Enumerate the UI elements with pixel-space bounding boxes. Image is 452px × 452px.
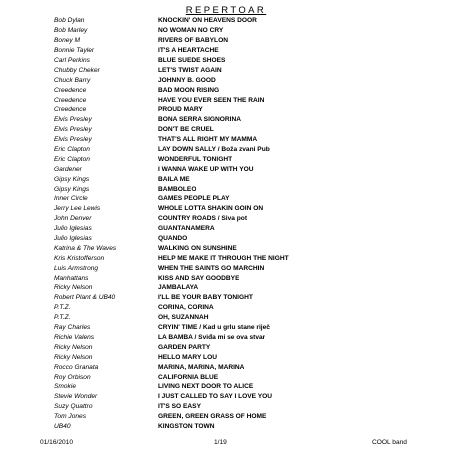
song-title: IT'S SO EASY xyxy=(158,403,201,411)
list-item xyxy=(0,382,452,392)
song-title: QUANDO xyxy=(158,235,188,243)
song-title: HELLO MARY LOU xyxy=(158,353,217,361)
artist-name: Kris Kristofferson xyxy=(54,254,105,262)
artist-name: Ray Charles xyxy=(54,324,91,332)
list-item xyxy=(0,273,452,283)
list-item xyxy=(0,105,452,115)
list-item xyxy=(0,164,452,174)
song-title: OH, SUZANNAH xyxy=(158,314,209,322)
song-title: BAD MOON RISING xyxy=(158,86,220,94)
song-title: I JUST CALLED TO SAY I LOVE YOU xyxy=(158,393,273,401)
artist-name: Rocco Granata xyxy=(54,363,99,371)
list-item xyxy=(0,224,452,234)
list-item xyxy=(0,75,452,85)
artist-name: Smokie xyxy=(54,383,76,391)
list-item xyxy=(0,352,452,362)
artist-name: Bonnie Tayler xyxy=(54,47,95,55)
artist-name: Julio Iglesias xyxy=(54,235,92,243)
song-title: I WANNA WAKE UP WITH YOU xyxy=(158,165,254,173)
list-item xyxy=(0,412,452,422)
song-title: LIVING NEXT DOOR TO ALICE xyxy=(158,383,254,391)
song-title: I'LL BE YOUR BABY TONIGHT xyxy=(158,294,253,302)
artist-name: UB40 xyxy=(54,422,71,430)
page-footer xyxy=(0,439,452,449)
song-title: GUANTANAMERA xyxy=(158,225,215,233)
artist-name: Eric Clapton xyxy=(54,146,90,154)
footer-band-name: COOL band xyxy=(372,439,407,446)
song-title: IT'S A HEARTACHE xyxy=(158,47,219,55)
song-title: JOHNNY B. GOOD xyxy=(158,76,216,84)
artist-name: Inner Circle xyxy=(54,195,88,203)
artist-name: Manhattans xyxy=(54,274,89,282)
list-item xyxy=(0,253,452,263)
song-title: BLUE SUEDE SHOES xyxy=(158,57,226,64)
list-item xyxy=(0,342,452,352)
list-item xyxy=(0,204,452,214)
list-item xyxy=(0,16,452,26)
artist-name: Gipsy Kings xyxy=(54,175,90,183)
list-item xyxy=(0,293,452,303)
list-item xyxy=(0,372,452,382)
artist-name: Ricky Nelson xyxy=(54,284,93,292)
artist-name: Elvis Presley xyxy=(54,126,92,134)
list-item xyxy=(0,115,452,125)
song-title: THAT'S ALL RIGHT MY MAMMA xyxy=(158,136,258,144)
song-title: KINGSTON TOWN xyxy=(158,422,215,430)
list-item xyxy=(0,194,452,204)
list-item xyxy=(0,243,452,253)
artist-name: Ricky Nelson xyxy=(54,343,93,351)
list-item xyxy=(0,283,452,293)
list-item xyxy=(0,95,452,105)
artist-name: Gipsy Kings xyxy=(54,185,90,193)
list-item xyxy=(0,392,452,402)
song-title: BAMBOLEO xyxy=(158,185,197,193)
song-title: WALKING ON SUNSHINE xyxy=(158,244,237,252)
song-title: CRYIN' TIME / Kad u grlu stane riječ xyxy=(158,324,270,332)
song-title: BAILA ME xyxy=(158,175,190,183)
list-item xyxy=(0,313,452,323)
artist-name: Roy Orbison xyxy=(54,373,91,381)
song-title: WONDERFUL TONIGHT xyxy=(158,155,233,163)
artist-name: Julio Iglesias xyxy=(54,225,92,233)
list-item xyxy=(0,154,452,164)
song-title: LET'S TWIST AGAIN xyxy=(158,66,222,74)
repertoire-list xyxy=(0,16,452,431)
song-title: COUNTRY ROADS / Siva pot xyxy=(158,215,248,223)
song-title: KNOCKIN' ON HEAVENS DOOR xyxy=(158,17,257,25)
artist-name: Gardener xyxy=(54,165,82,173)
artist-name: Creedence xyxy=(54,106,87,114)
song-title: CORINA, CORINA xyxy=(158,304,214,312)
artist-name: Tom Jones xyxy=(54,413,87,421)
list-item xyxy=(0,333,452,343)
song-title: BONA SERRA SIGNORINA xyxy=(158,116,242,124)
artist-name: Chubby Cheker xyxy=(54,66,100,74)
artist-name: Creedence xyxy=(54,86,87,94)
artist-name: Luis Armstrong xyxy=(54,264,99,272)
artist-name: John Denver xyxy=(54,215,92,223)
list-item xyxy=(0,46,452,56)
song-title: PROUD MARY xyxy=(158,106,203,114)
song-title: LAY DOWN SALLY / Boža zvani Pub xyxy=(158,146,270,154)
list-item xyxy=(0,65,452,75)
list-item xyxy=(0,263,452,273)
list-item xyxy=(0,174,452,184)
list-item xyxy=(0,184,452,194)
artist-name: Boney M xyxy=(54,37,81,45)
artist-name: P.T.Z. xyxy=(54,314,71,322)
artist-name: Ricky Nelson xyxy=(54,353,93,361)
footer-page-number: 1/19 xyxy=(214,439,227,446)
artist-name: Eric Clapton xyxy=(54,155,90,163)
song-title: RIVERS OF BABYLON xyxy=(158,37,228,45)
song-title: JAMBALAYA xyxy=(158,284,199,292)
artist-name: Chuck Barry xyxy=(54,76,91,84)
artist-name: Richie Valens xyxy=(54,333,95,341)
list-item xyxy=(0,26,452,36)
list-item xyxy=(0,422,452,432)
artist-name: Bob Dylan xyxy=(54,17,85,25)
artist-name: Elvis Presley xyxy=(54,116,92,124)
list-item xyxy=(0,135,452,145)
song-title: LA BAMBA / Sviđa mi se ova stvar xyxy=(158,333,266,341)
list-item xyxy=(0,145,452,155)
list-item xyxy=(0,36,452,46)
song-title: KISS AND SAY GOODBYE xyxy=(158,274,240,282)
song-title: DON'T BE CRUEL xyxy=(158,126,214,134)
song-title: CALIFORNIA BLUE xyxy=(158,373,219,381)
song-title: GREEN, GREEN GRASS OF HOME xyxy=(158,413,267,421)
footer-date: 01/16/2010 xyxy=(40,439,74,446)
list-item xyxy=(0,362,452,372)
list-item xyxy=(0,323,452,333)
artist-name: Katrina & The Waves xyxy=(54,244,117,252)
artist-name: Elvis Presley xyxy=(54,136,92,144)
song-title: HELP ME MAKE IT THROUGH THE NIGHT xyxy=(158,254,289,262)
list-item xyxy=(0,85,452,95)
artist-name: Creedence xyxy=(54,96,87,104)
song-title: WHOLE LOTTA SHAKIN GOIN ON xyxy=(158,205,264,213)
artist-name: Robert Plant & UB40 xyxy=(54,294,116,302)
page-title: REPERTOAR xyxy=(185,5,267,16)
list-item xyxy=(0,125,452,135)
artist-name: Bob Marley xyxy=(54,27,88,35)
list-item xyxy=(0,214,452,224)
artist-name: Jerry Lee Lewis xyxy=(54,205,101,213)
song-title: NO WOMAN NO CRY xyxy=(158,27,224,35)
artist-name: Stevie Wonder xyxy=(54,393,98,401)
list-item xyxy=(0,56,452,66)
artist-name: P.T.Z. xyxy=(54,304,71,312)
song-title: GAMES PEOPLE PLAY xyxy=(158,195,230,203)
song-title: HAVE YOU EVER SEEN THE RAIN xyxy=(158,96,265,104)
list-item xyxy=(0,303,452,313)
artist-name: Suzy Quattro xyxy=(54,403,93,411)
song-title: MARINA, MARINA, MARINA xyxy=(158,363,245,371)
artist-name: Carl Perkins xyxy=(54,57,90,64)
list-item xyxy=(0,234,452,244)
list-item xyxy=(0,402,452,412)
song-title: WHEN THE SAINTS GO MARCHIN xyxy=(158,264,265,272)
song-title: GARDEN PARTY xyxy=(158,343,211,351)
